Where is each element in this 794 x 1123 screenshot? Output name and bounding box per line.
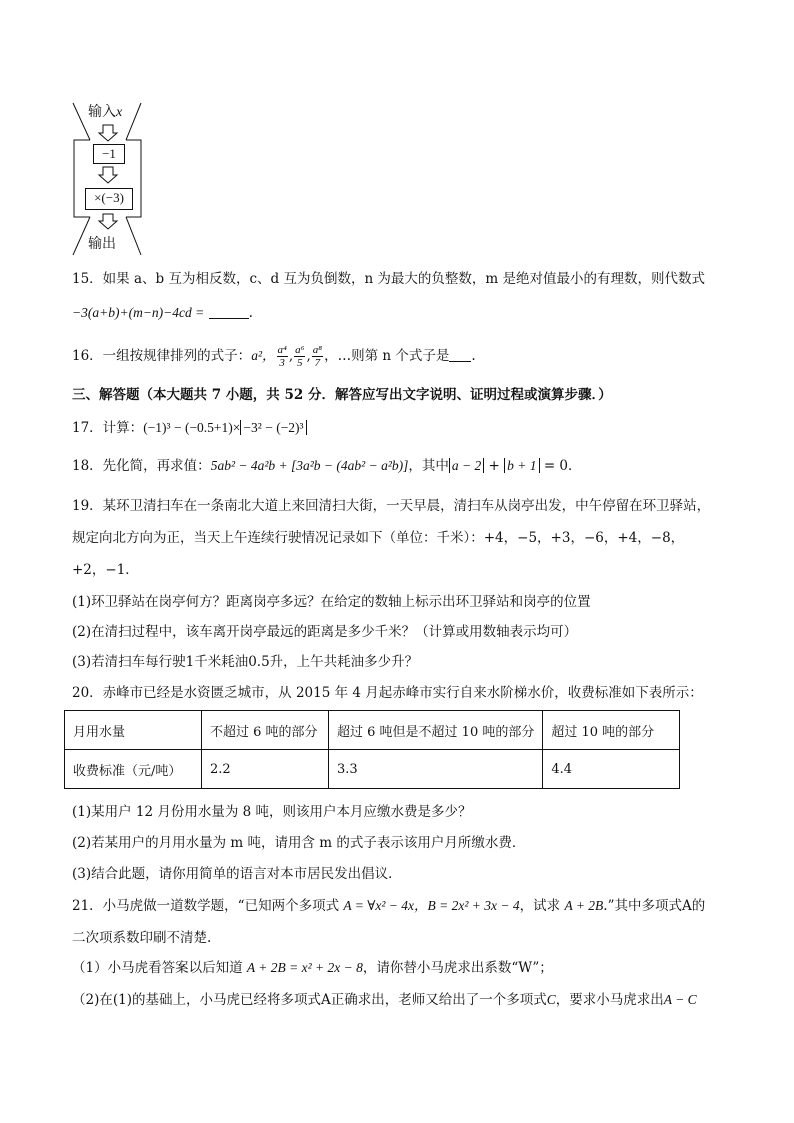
down-arrow-icon — [99, 125, 117, 141]
question-19-sub2: (2)在清扫过程中，该车离开岗亭最远的距离是多少千米？（计算或用数轴表示均可） — [72, 624, 578, 640]
question-20-sub3: (3)结合此题，请你用简单的语言对本市居民发出倡议． — [72, 866, 402, 882]
question-19-line2: 规定向北方向为正，当天上午连续行驶情况记录如下（单位：千米）：+4，−5，+3，−6，+4，−8， — [72, 530, 685, 546]
question-15-expression: −3(a+b)+(m−n)−4cd = . — [72, 305, 253, 321]
question-20-sub2: (2)若某用户的月用水量为 m 吨，请用含 m 的式子表示该用户月所缴水费． — [72, 835, 526, 851]
question-20-sub1: (1)某用户 12 月份用水量为 8 吨，则该用户本月应缴水费是多少？ — [72, 804, 472, 820]
question-16: 16．一组按规律排列的式子：a²， $\frac{\text{a⁴}}{3}$ , $\frac{\text{a⁶}}{5}$ , $\frac{\text{a⁸}}{7}$ ，…则第 n 个式子是 . — [72, 344, 476, 369]
question-19-sub3: (3)若清扫车每行驶1千米耗油0.5升，上午共耗油多少升？ — [72, 654, 419, 670]
down-arrow-icon — [99, 167, 117, 183]
table-header-cell: 超过 6 吨但是不超过 10 吨的部分 — [329, 711, 543, 750]
question-21-sub1: （1）小马虎看答案以后知道 A + 2B = x² + 2x − 8，请你替小马虎求出系数“W”； — [72, 960, 553, 976]
table-cell: 4.4 — [543, 750, 680, 789]
down-arrow-icon — [99, 214, 117, 229]
table-header-cell: 不超过 6 吨的部分 — [202, 711, 329, 750]
answer-blank — [449, 347, 471, 362]
question-19-line1: 19．某环卫清扫车在一条南北大道上来回清扫大街，一天早晨，清扫车从岗亭出发，中午停留在环卫驿站， — [72, 498, 711, 514]
table-header-cell: 超过 10 吨的部分 — [543, 711, 680, 750]
question-19-line3: +2，−1． — [72, 562, 139, 578]
flow-input-label: 输入x — [88, 104, 123, 120]
question-15: 15．如果 a、b 互为相反数，c、d 互为负倒数，n 为最大的负整数，m 是绝对值最小的有理数，则代数式 — [72, 271, 706, 287]
water-fee-table — [64, 710, 680, 789]
question-21-sub2: （2)在(1)的基础上，小马虎已经将多项式A正确求出，老师又给出了一个多项式C，要求小马虎求出A − C — [72, 992, 697, 1008]
question-21-line1: 21．小马虎做一道数学题，“已知两个多项式 A = ∀x² − 4x，B = 2x² + 3x − 4，试求 A + 2B.”其中多项式A的 — [72, 898, 706, 914]
table-cell: 3.3 — [329, 750, 543, 789]
table-cell: 2.2 — [202, 750, 329, 789]
table-row — [65, 750, 680, 789]
section-title: 三、解答题（本大题共 7 小题，共 52 分．解答应写出文字说明、证明过程或演算步骤．） — [72, 387, 612, 403]
question-17: 17．计算：(−1)³ − (−0.5+1)× −3² − (−2)³ — [72, 418, 307, 438]
question-19-sub1: (1)环卫驿站在岗亭何方？距离岗亭多远？在给定的数轴上标示出环卫驿站和岗亭的位置 — [72, 594, 591, 610]
flow-step-multiply: ×(−3) — [85, 188, 133, 210]
flowchart — [70, 100, 150, 260]
flow-step-subtract: −1 — [93, 144, 125, 164]
question-20: 20．赤峰市已经是水资匮乏城市，从 2015 年 4 月起赤峰市实行自来水阶梯水价，收费标准如下表所示： — [72, 685, 703, 701]
table-header-cell: 月用水量 — [65, 711, 202, 750]
table-cell: 收费标准（元/吨） — [65, 750, 202, 789]
answer-blank — [209, 304, 249, 319]
question-21-line2: 二次项系数印刷不清楚. — [72, 930, 212, 946]
table-header-row — [65, 711, 680, 750]
flow-output-label: 输出 — [88, 236, 116, 252]
question-18: 18．先化简，再求值：5ab² − 4a²b + [3a²b − (4ab² − a²b)]，其中 a − 2 + b + 1 = 0． — [72, 458, 582, 474]
